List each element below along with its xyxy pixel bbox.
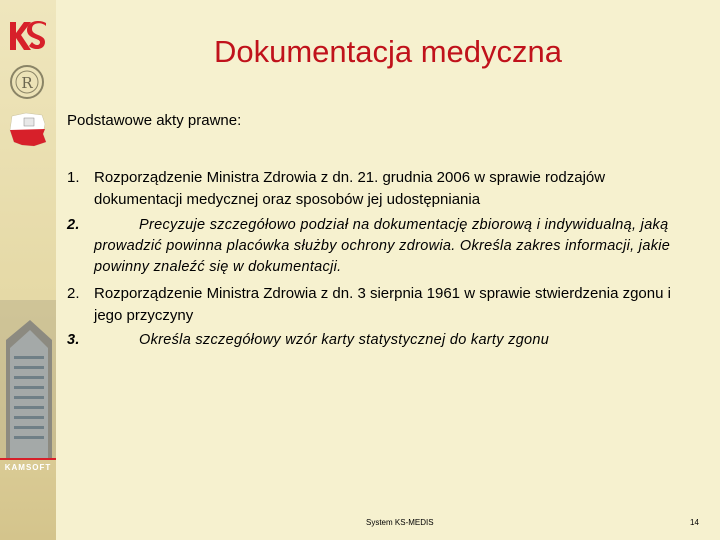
page-number: 14 xyxy=(690,518,699,527)
registered-seal-icon xyxy=(9,64,45,100)
item-text: Precyzuje szczegółowo podział na dokumentację zbiorową i indywidualną, jaką prowadzić powinna placówka służby ochrony zdrowia. Określa zakres informacji, jakie powinny znaleźć się w dokumentacji. xyxy=(94,217,671,275)
company-label: KAMSOFT xyxy=(4,463,52,472)
footer-system-name: System KS-MEDIS xyxy=(366,518,434,527)
intro-text: Podstawowe akty prawne: xyxy=(67,112,242,129)
list-item xyxy=(67,215,697,278)
item-number: 1. xyxy=(67,169,80,186)
ks-logo-icon xyxy=(8,20,48,52)
sidebar xyxy=(0,0,56,540)
item-text: Rozporządzenie Ministra Zdrowia z dn. 21. grudnia 2006 w sprawie rodzajów dokumentacji medycznej oraz sposobów jej udostępniania xyxy=(94,169,606,208)
list-item xyxy=(67,330,697,351)
item-text: Rozporządzenie Ministra Zdrowia z dn. 3 sierpnia 1961 w sprawie stwierdzenia zgonu i jego przyczyny xyxy=(94,285,671,324)
item-number: 2. xyxy=(67,285,80,302)
building-photo-icon xyxy=(0,300,56,460)
slide-title: Dokumentacja medyczna xyxy=(213,34,563,69)
item-number: 3. xyxy=(67,332,80,348)
list-item xyxy=(67,283,697,327)
poland-flag-map-icon xyxy=(8,112,48,148)
item-number: 2. xyxy=(67,217,80,233)
item-text: Określa szczegółowy wzór karty statystycznej do karty zgonu xyxy=(139,332,550,348)
svg-text:R: R xyxy=(21,74,33,92)
list-item xyxy=(67,167,697,211)
